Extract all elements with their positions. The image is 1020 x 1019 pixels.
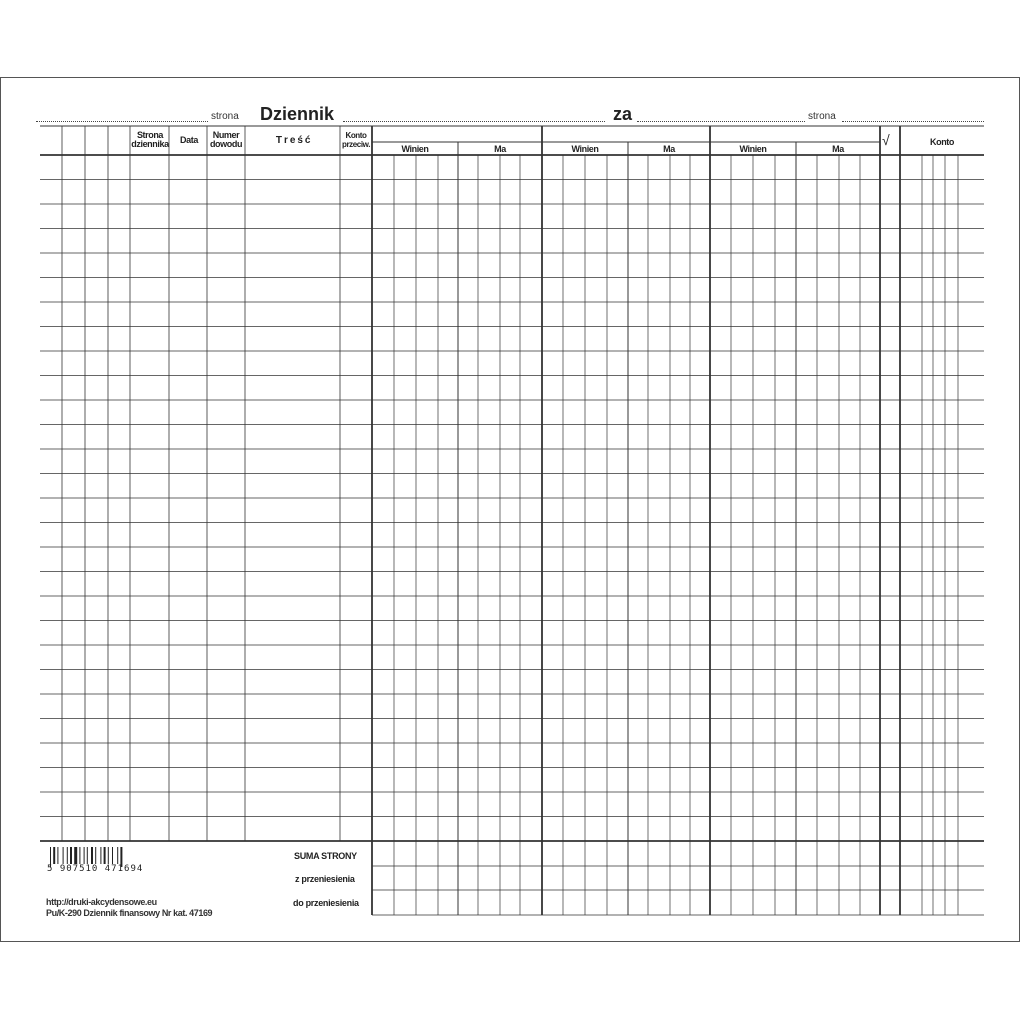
barcode-bar <box>70 847 72 864</box>
col-numer-line1: Numer <box>212 130 240 140</box>
barcode-bar <box>57 847 58 864</box>
barcode-bar <box>84 847 85 864</box>
col-strona-line2: dziennika <box>131 139 169 149</box>
group1-winien: Winien <box>401 144 429 154</box>
barcode-bar <box>63 847 64 864</box>
col-konto-line2: przeciw. <box>341 140 371 149</box>
col-check: √ <box>882 132 890 148</box>
do-przeniesienia-label: do przeniesienia <box>293 898 359 908</box>
col-numer-line2: dowodu <box>209 139 243 149</box>
barcode-number: 5 907510 471694 <box>47 864 144 874</box>
barcode-bar <box>79 847 80 864</box>
barcode-bar <box>91 847 93 864</box>
group3-winien: Winien <box>739 144 767 154</box>
header-strona-left: strona <box>211 111 239 122</box>
page-title: Dziennik <box>260 104 335 124</box>
z-przeniesienia-label: z przeniesienia <box>295 874 355 884</box>
barcode-bar <box>112 847 113 864</box>
footer-url: http://druki-akcydensowe.eu <box>46 897 157 907</box>
col-data: Data <box>180 135 198 145</box>
col-konto-line1: Konto <box>345 131 367 140</box>
barcode-bar <box>104 847 106 864</box>
footer-code: Pu/K-290 Dziennik finansowy Nr kat. 47169 <box>46 908 213 918</box>
col-strona-line1: Strona <box>136 130 164 140</box>
col-tresc: T r e ś ć <box>275 135 311 146</box>
group2-ma: Ma <box>663 144 675 154</box>
barcode-bar <box>108 847 109 864</box>
barcode-bar <box>117 847 118 864</box>
group3-ma: Ma <box>832 144 844 154</box>
barcode-bar <box>74 847 77 864</box>
group1-ma: Ma <box>494 144 506 154</box>
barcode-bar <box>53 847 55 864</box>
barcode-bar <box>100 847 101 864</box>
barcode-bar <box>95 847 96 864</box>
suma-strony-label: SUMA STRONY <box>294 851 357 861</box>
group2-winien: Winien <box>571 144 599 154</box>
barcode-bar <box>87 847 88 864</box>
col-konto: Konto <box>930 137 954 147</box>
header-za: za <box>613 104 633 124</box>
header-strona-right: strona <box>808 111 836 122</box>
barcode-bar <box>67 847 68 864</box>
